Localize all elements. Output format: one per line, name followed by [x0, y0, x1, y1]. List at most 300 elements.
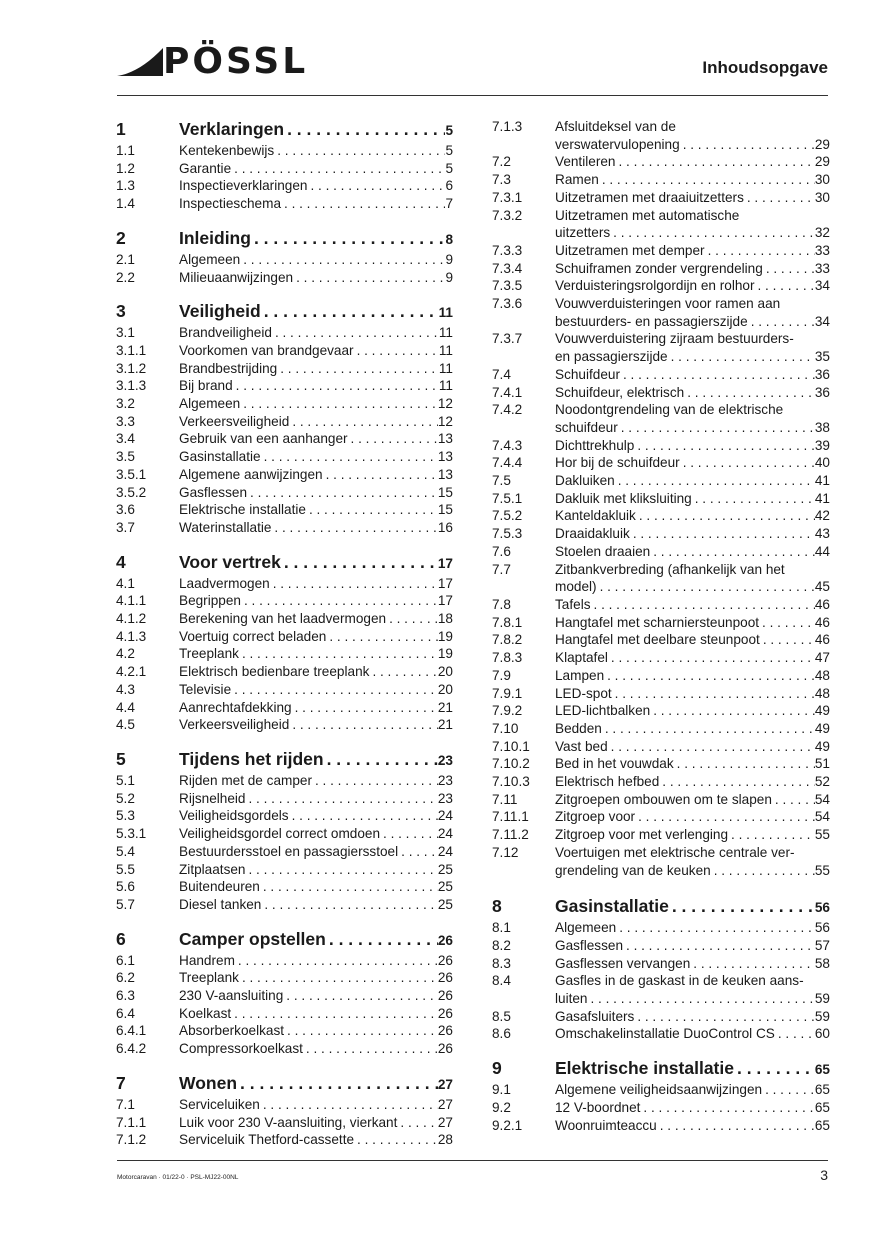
toc-leader-dots [674, 755, 815, 773]
toc-entry-page: 44 [814, 543, 830, 559]
toc-leader-dots [237, 1072, 438, 1094]
toc-entry-body [179, 1096, 453, 1114]
toc-entry-title: Veiligheidsgordels [179, 808, 289, 824]
toc-entry [116, 1096, 453, 1114]
toc-entry [492, 919, 830, 937]
toc-entry-page: 11 [438, 305, 453, 321]
toc-leader-dots [274, 142, 445, 160]
toc-leader-dots [599, 171, 815, 189]
toc-entry-body [179, 448, 453, 466]
toc-entry [492, 685, 830, 703]
toc-entry-title-line: Voertuigen met elektrische centrale ver- [555, 844, 795, 860]
toc-entry-title: Gasinstallatie [555, 896, 669, 917]
toc-entry-page: 17 [437, 555, 453, 571]
toc-entry-page: 17 [437, 575, 453, 591]
toc-entry-number: 4.2.1 [116, 664, 147, 680]
toc-entry-page: 65 [814, 1099, 830, 1115]
toc-entry-page: 12 [437, 413, 453, 429]
toc-entry-number: 6.4.1 [116, 1023, 147, 1039]
toc-leader-dots [231, 1005, 438, 1023]
toc-entry-title-line: Vouwverduisteringen voor ramen aan [555, 296, 781, 312]
toc-entry-title: Elektrische installatie [555, 1058, 734, 1079]
toc-entry-title: Brandbestrijding [179, 360, 278, 376]
toc-entry-page: 29 [814, 136, 830, 152]
toc-entry-page: 6 [445, 178, 453, 194]
toc-leader-dots [618, 419, 815, 437]
toc-entry-body [179, 501, 453, 519]
toc-entry [492, 720, 830, 738]
toc-entry [492, 384, 830, 402]
toc-entry-title: Schuifdeur [555, 366, 620, 382]
toc-entry-body [555, 685, 830, 703]
toc-entry-title: Rijden met de camper [179, 772, 312, 788]
toc-entry-page: 7 [445, 196, 453, 212]
toc-leader-dots [283, 987, 438, 1005]
toc-entry-body [179, 825, 453, 843]
toc-entry-page: 56 [814, 920, 830, 936]
toc-entry-title: Dakluik met kliksluiting [555, 490, 692, 506]
toc-leader-dots [762, 1081, 815, 1099]
toc-entry-body [555, 384, 830, 402]
toc-entry-body [555, 972, 830, 1007]
toc-entry-title: Aanrechtafdekking [179, 699, 292, 715]
toc-leader-dots [289, 716, 438, 734]
toc-entry-title: Algemene veiligheidsaanwijzingen [555, 1082, 763, 1098]
toc-leader-dots [610, 224, 815, 242]
toc-leader-dots [380, 825, 438, 843]
toc-entry-body [179, 772, 453, 790]
toc-entry [116, 160, 453, 178]
toc-entry-page: 43 [814, 526, 830, 542]
toc-entry-body [555, 401, 830, 436]
toc-leader-dots [277, 360, 439, 378]
toc-entry [116, 142, 453, 160]
toc-entry-body [555, 596, 830, 614]
toc-entry [116, 772, 453, 790]
toc-entry-number: 6.2 [116, 970, 135, 986]
toc-entry-number: 2.2 [116, 269, 135, 285]
toc-entry-body [179, 1005, 453, 1023]
toc-entry [116, 843, 453, 861]
toc-entry [492, 437, 830, 455]
footer-page-number: 3 [820, 1167, 828, 1183]
toc-entry-title: Handrem [179, 952, 235, 968]
toc-leader-dots [755, 277, 815, 295]
toc-entry-title: Algemeen [555, 920, 617, 936]
toc-entry-body [555, 543, 830, 561]
toc-entry [492, 454, 830, 472]
toc-entry-title: Waterinstallatie [179, 519, 272, 535]
toc-entry-title-line: Gasfles in de gaskast in de keuken aans- [555, 973, 804, 989]
toc-entry-title: Diesel tanken [179, 896, 262, 912]
toc-entry-number: 8.2 [492, 937, 511, 953]
toc-entry-title: Wonen [179, 1072, 238, 1093]
toc-leader-dots [612, 685, 815, 703]
toc-leader-dots [348, 430, 438, 448]
toc-entry-body [179, 413, 453, 431]
toc-entry-body [179, 1022, 453, 1040]
toc-leader-dots [620, 366, 815, 384]
toc-entry-body [179, 300, 453, 324]
toc-entry-body [179, 610, 453, 628]
page-title: Inhoudsopgave [702, 58, 828, 77]
toc-entry-body [555, 773, 830, 791]
toc-entry-number: 4.4 [116, 699, 135, 715]
toc-entry-title: Compressorkoelkast [179, 1041, 303, 1057]
toc-entry-page: 5 [445, 160, 453, 176]
toc-leader-dots [650, 543, 815, 561]
toc-entry-body [179, 716, 453, 734]
toc-entry-number: 5.6 [116, 879, 135, 895]
toc-entry-page: 9 [445, 269, 453, 285]
toc-entry-number: 2.1 [116, 251, 135, 267]
toc-leader-dots [293, 269, 445, 287]
toc-entry-title-line: model) [555, 579, 597, 595]
toc-entry-body [555, 472, 830, 490]
toc-entry [492, 1117, 830, 1135]
toc-entry-title: Veiligheid [179, 301, 261, 322]
toc-entry-body [179, 1131, 453, 1149]
toc-entry [116, 501, 453, 519]
toc-entry-body [179, 645, 453, 663]
toc-entry [492, 808, 830, 826]
toc-leader-dots [772, 791, 815, 809]
toc-entry-title: Verkeersveiligheid [179, 717, 290, 733]
toc-entry-number: 3.6 [116, 502, 135, 518]
toc-leader-dots [233, 377, 439, 395]
toc-entry [116, 1005, 453, 1023]
toc-entry-page: 11 [438, 325, 453, 341]
toc-entry-last-line [555, 990, 830, 1008]
toc-entry-number: 6.3 [116, 988, 135, 1004]
toc-entry-number: 7.4.4 [492, 455, 523, 471]
toc-entry-number: 8 [492, 896, 502, 917]
toc-entry-title-line: Uitzetramen met automatische [555, 207, 740, 223]
toc-entry-page: 30 [814, 189, 830, 205]
toc-entry-number: 7.3.2 [492, 207, 523, 223]
toc-entry-number: 4.1.2 [116, 611, 147, 627]
toc-entry-title-line: Vouwverduistering zijraam bestuurders- [555, 331, 794, 347]
toc-entry-title: Inspectieverklaringen [179, 178, 308, 194]
toc-entry-title: Uitzetramen met demper [555, 242, 705, 258]
toc-entry-body [179, 395, 453, 413]
toc-entry-title: Kanteldakluik [555, 508, 636, 524]
toc-entry-page: 5 [445, 143, 453, 158]
toc-entry-title: Verkeersveiligheid [179, 413, 290, 429]
toc-entry-page: 8 [445, 231, 453, 247]
toc-leader-dots [284, 1022, 438, 1040]
toc-leader-dots [763, 260, 815, 278]
toc-entry-number: 5.1 [116, 772, 135, 788]
toc-entry-number: 7.1.3 [492, 119, 523, 134]
toc-entry [116, 1022, 453, 1040]
toc-entry-body [555, 955, 830, 973]
toc-entry-body [555, 614, 830, 632]
toc-leader-dots [323, 466, 438, 484]
toc-entry-title-line: verswatervulopening [555, 136, 680, 152]
toc-entry-number: 8.4 [492, 973, 511, 989]
toc-entry [492, 472, 830, 490]
toc-entry-body [555, 702, 830, 720]
toc-entry-page: 55 [814, 862, 830, 878]
toc-entry-number: 5.2 [116, 790, 135, 806]
toc-leader-dots [324, 748, 438, 770]
toc-entry-page: 34 [814, 313, 830, 329]
toc-entry [116, 448, 453, 466]
toc-entry-page: 60 [814, 1026, 830, 1042]
toc-leader-dots [692, 490, 815, 508]
toc-leader-dots [289, 413, 438, 431]
toc-entry-page: 32 [814, 225, 830, 241]
toc-entry-title: Absorberkoelkast [179, 1023, 285, 1039]
toc-entry-last-line [555, 348, 830, 366]
toc-entry-title: Gasinstallatie [179, 449, 261, 465]
toc-entry-number: 3.5 [116, 449, 135, 465]
toc-entry-page: 65 [814, 1117, 830, 1133]
toc-entry-body [179, 987, 453, 1005]
toc-entry [116, 1040, 453, 1058]
toc-chapter [116, 748, 453, 772]
toc-entry-number: 7.1.2 [116, 1132, 147, 1148]
toc-entry [116, 177, 453, 195]
toc-entry-body [555, 153, 830, 171]
toc-entry-body [555, 895, 830, 919]
toc-entry [116, 251, 453, 269]
toc-entry [492, 1081, 830, 1099]
header-divider [117, 95, 828, 96]
toc-entry-number: 1 [116, 119, 126, 139]
toc-entry-title: LED-spot [555, 685, 612, 701]
toc-entry-title: Schuiframen zonder vergrendeling [555, 260, 763, 276]
toc-entry-page: 17 [437, 593, 453, 609]
toc-entry-page: 54 [814, 791, 830, 807]
toc-entry-number: 4.3 [116, 681, 135, 697]
toc-entry-title: Gasflessen [179, 484, 248, 500]
toc-leader-dots [261, 448, 438, 466]
toc-entry [116, 592, 453, 610]
toc-leader-dots [668, 348, 815, 366]
toc-entry-title: Verklaringen [179, 119, 285, 139]
toc-entry [116, 195, 453, 213]
toc-entry-number: 8.3 [492, 955, 511, 971]
toc-entry-page: 55 [814, 827, 830, 843]
toc-entry-last-line [555, 419, 830, 437]
toc-entry-page: 33 [814, 242, 830, 258]
toc-entry-title: Veiligheidsgordel correct omdoen [179, 826, 381, 842]
toc-entry-number: 7.3.4 [492, 260, 523, 276]
toc-entry-body [179, 227, 453, 251]
toc-leader-dots [231, 681, 438, 699]
toc-entry-body [555, 1025, 830, 1043]
toc-entry-number: 4 [116, 551, 126, 572]
toc-entry-body [555, 755, 830, 773]
toc-entry-number: 3.1.3 [116, 378, 147, 394]
toc-entry-page: 29 [814, 154, 830, 170]
toc-entry-page: 25 [437, 861, 453, 877]
toc-entry-page: 49 [814, 720, 830, 736]
toc-entry-body [179, 699, 453, 717]
toc-entry-title: Televisie [179, 681, 232, 697]
toc-entry [492, 490, 830, 508]
toc-leader-dots [759, 614, 815, 632]
toc-leader-dots [748, 313, 815, 331]
toc-entry [116, 699, 453, 717]
toc-entry-number: 7.11 [492, 791, 518, 807]
toc-entry-body [179, 251, 453, 269]
toc-entry-body [179, 360, 453, 378]
toc-entry-body [179, 575, 453, 593]
toc-chapter [116, 300, 453, 324]
toc-entry-page: 46 [814, 614, 830, 630]
toc-entry-body [179, 142, 453, 160]
toc-entry-body [555, 808, 830, 826]
toc-entry-title: Hangtafel met scharniersteunpoot [555, 614, 760, 630]
toc-entry-page: 25 [437, 896, 453, 912]
toc-entry-body [179, 861, 453, 879]
toc-entry-page: 26 [437, 952, 453, 968]
toc-entry [116, 1131, 453, 1149]
toc-entry-title: Voertuig correct beladen [179, 628, 327, 644]
toc-entry-page: 48 [814, 685, 830, 701]
toc-entry [492, 277, 830, 295]
toc-entry [116, 484, 453, 502]
toc-leader-dots [630, 525, 815, 543]
toc-entry-number: 7.10.1 [492, 738, 530, 754]
toc-chapter [116, 1072, 453, 1096]
toc-entry-body [555, 437, 830, 455]
toc-leader-dots [734, 1057, 815, 1079]
footer-document-code: Motorcaravan · 01/22-0 · PSL-MJ22-00NL [117, 1174, 239, 1181]
toc-entry [116, 413, 453, 431]
toc-entry-body [555, 937, 830, 955]
toc-entry [116, 628, 453, 646]
toc-leader-dots [591, 596, 815, 614]
toc-entry [492, 507, 830, 525]
toc-entry-page: 56 [814, 900, 830, 916]
toc-entry-body [555, 561, 830, 596]
toc-entry-body [555, 844, 830, 879]
toc-entry-title: Draaidakluik [555, 526, 630, 542]
toc-entry [492, 189, 830, 207]
toc-entry-number: 7.3.5 [492, 278, 523, 294]
toc-entry-page: 26 [437, 1041, 453, 1057]
toc-entry-number: 9.1 [492, 1082, 511, 1098]
toc-entry [492, 614, 830, 632]
toc-entry [492, 525, 830, 543]
toc-entry [492, 401, 830, 436]
toc-entry-number: 4.1.3 [116, 628, 147, 644]
toc-entry-number: 9.2 [492, 1099, 511, 1115]
toc-entry-title: Dakluiken [555, 473, 615, 489]
toc-entry [116, 1114, 453, 1132]
toc-entry-page: 24 [437, 843, 453, 859]
toc-entry [116, 610, 453, 628]
toc-entry-number: 9 [492, 1058, 502, 1079]
toc-entry-title: Laadvermogen [179, 575, 270, 591]
toc-entry-page: 27 [437, 1076, 453, 1092]
toc-entry-number: 3.7 [116, 519, 135, 535]
toc-entry-body [179, 896, 453, 914]
toc-entry [116, 645, 453, 663]
toc-leader-dots [386, 610, 438, 628]
toc-entry-body [555, 260, 830, 278]
toc-entry-body [179, 118, 453, 142]
toc-entry [116, 663, 453, 681]
toc-leader-dots [680, 454, 815, 472]
toc-entry-number: 7.4.2 [492, 402, 523, 418]
toc-entry-body [555, 667, 830, 685]
toc-entry-title: Ramen [555, 172, 599, 188]
toc-entry-title-line: schuifdeur [555, 419, 618, 435]
toc-leader-dots [615, 153, 814, 171]
toc-entry-page: 26 [437, 932, 453, 948]
toc-entry-number: 7.9.1 [492, 685, 523, 701]
toc-entry-title: Garantie [179, 160, 232, 176]
toc-entry-page: 20 [437, 681, 453, 697]
toc-leader-dots [615, 472, 815, 490]
toc-entry-page: 41 [814, 490, 830, 506]
toc-entry-number: 7.5.2 [492, 508, 523, 524]
toc-entry-number: 7.1.1 [116, 1114, 147, 1130]
toc-entry-page: 24 [437, 808, 453, 824]
toc-leader-dots [261, 896, 438, 914]
toc-entry-title: Inspectieschema [179, 196, 282, 212]
toc-entry-body [555, 454, 830, 472]
poessl-logo [117, 41, 327, 82]
toc-entry-title: Klaptafel [555, 650, 608, 666]
toc-entry-body [179, 790, 453, 808]
toc-entry-number: 5.4 [116, 843, 135, 859]
toc-entry [492, 667, 830, 685]
toc-entry-number: 4.1 [116, 575, 135, 591]
toc-entry-body [179, 681, 453, 699]
toc-leader-dots [744, 189, 815, 207]
toc-chapter [116, 227, 453, 251]
toc-entry-body [555, 919, 830, 937]
toc-entry-body [179, 177, 453, 195]
toc-entry-number: 7.12 [492, 844, 519, 860]
toc-leader-dots [235, 952, 438, 970]
toc-entry-last-line [555, 862, 830, 880]
toc-entry-title-line: grendeling van de keuken [555, 862, 711, 878]
toc-leader-dots [261, 300, 439, 322]
toc-entry-title: Bed in het vouwdak [555, 756, 674, 772]
toc-entry [492, 366, 830, 384]
toc-entry-page: 15 [437, 484, 453, 500]
toc-entry-page: 5 [445, 123, 453, 138]
toc-entry-body [555, 207, 830, 242]
toc-leader-dots [251, 227, 445, 249]
toc-entry-body [179, 663, 453, 681]
toc-entry-page: 15 [437, 502, 453, 518]
toc-entry-title: Gebruik van een aanhanger [179, 431, 348, 447]
toc-entry-number: 9.2.1 [492, 1117, 523, 1133]
toc-entry [492, 791, 830, 809]
toc-entry-body [179, 430, 453, 448]
toc-entry-number: 8.6 [492, 1026, 511, 1042]
toc-entry-number: 7 [116, 1072, 126, 1093]
toc-entry-number: 7.8.1 [492, 614, 523, 630]
toc-entry-page: 24 [437, 826, 453, 842]
toc-entry-page: 16 [437, 519, 453, 535]
toc-entry-body [555, 330, 830, 365]
toc-entry-body [179, 843, 453, 861]
toc-entry-title: Buitendeuren [179, 879, 260, 895]
toc-entry [116, 952, 453, 970]
toc-entry [116, 430, 453, 448]
toc-leader-dots [369, 663, 437, 681]
toc-entry-title: Camper opstellen [179, 928, 326, 949]
